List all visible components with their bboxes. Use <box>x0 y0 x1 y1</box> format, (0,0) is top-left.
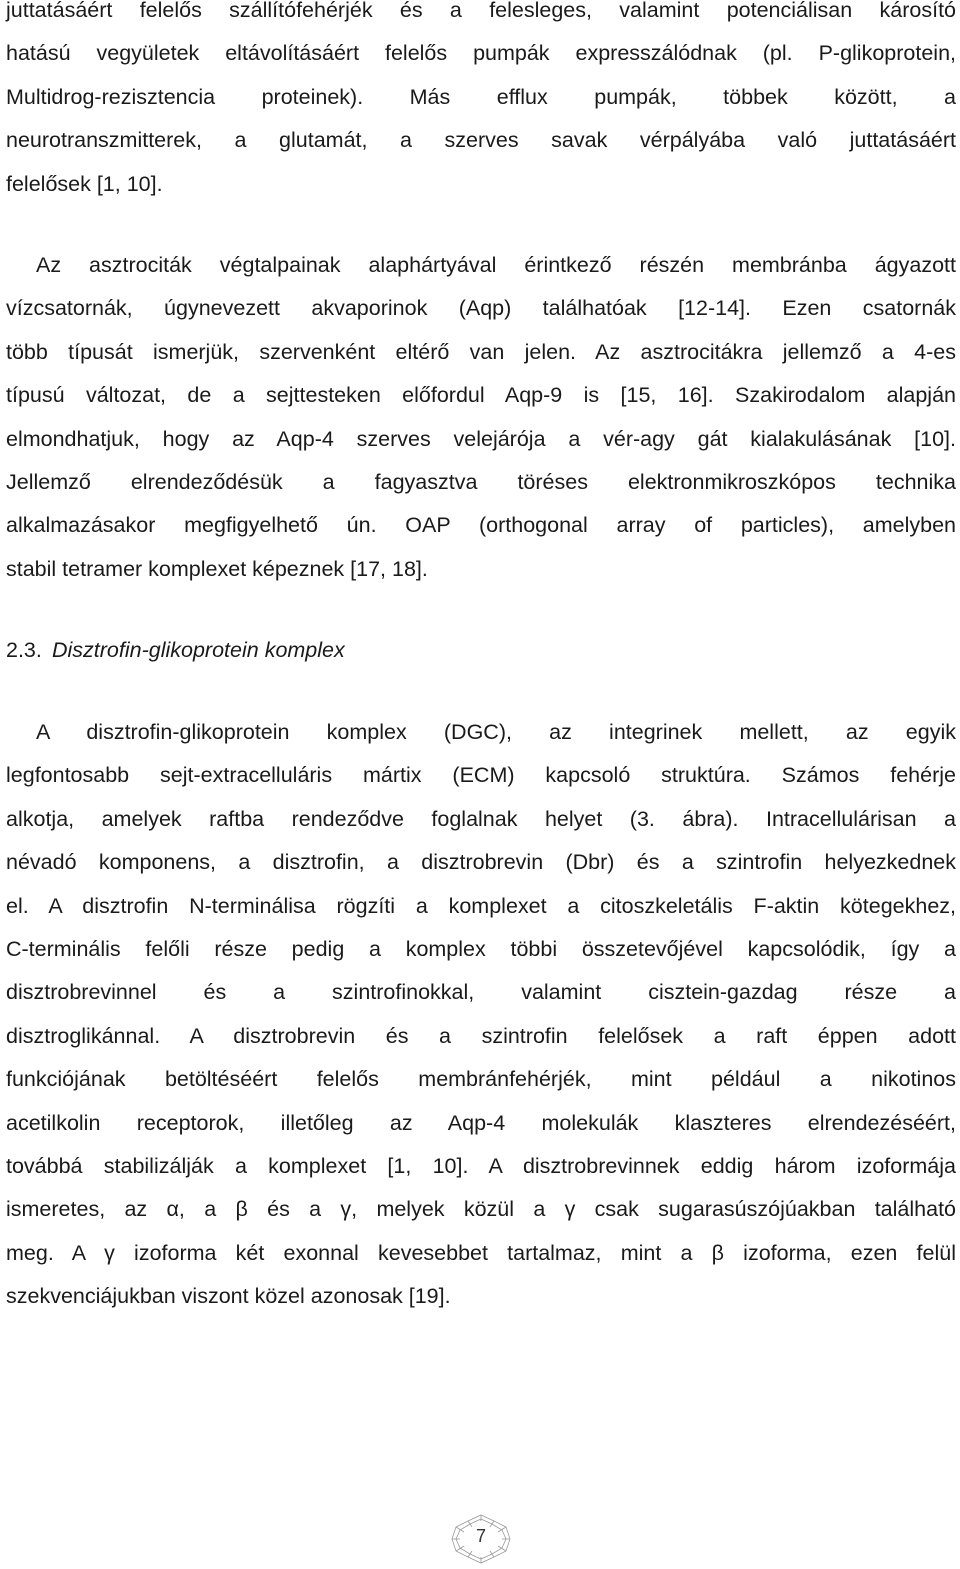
text-line: el. A disztrofin N-terminálisa rögzíti a komplexet a citoszkeletális F-aktin kötegekhez, <box>6 893 956 918</box>
text-line: Jellemző elrendeződésük a fagyasztva töréses elektronmikroszkópos technika <box>6 470 956 495</box>
text-line: funkciójának betöltéséért felelős membránfehérjék, mint például a nikotinos <box>6 1067 956 1092</box>
text-line: elmondhatjuk, hogy az Aqp-4 szerves velejárója a vér-agy gát kialakulásának [10]. <box>6 426 956 451</box>
text-line: névadó komponens, a disztrofin, a disztrobrevin (Dbr) és a szintrofin helyezkednek <box>6 850 956 875</box>
text-line: disztroglikánnal. A disztrobrevin és a szintrofin felelősek a raft éppen adott <box>6 1023 956 1048</box>
text-line: felelősek [1, 10]. <box>6 171 163 196</box>
text-line: ismeretes, az α, a β és a γ, melyek közül a γ csak sugarasúszójúakban található <box>6 1197 956 1222</box>
text-line: továbbá stabilizálják a komplexet [1, 10]. A disztrobrevinnek eddig három izoformája <box>6 1154 956 1179</box>
text-line: hatású vegyületek eltávolításáért felelős pumpák expresszálódnak (pl. P-glikoprotein, <box>6 41 956 66</box>
text-line: C-terminális felőli része pedig a komplex többi összetevőjével kapcsolódik, így a <box>6 937 956 962</box>
text-line: vízcsatornák, úgynevezett akvaporinok (Aqp) találhatóak [12-14]. Ezen csatornák <box>6 296 956 321</box>
page-footer <box>450 1513 512 1565</box>
text-line: disztrobrevinnel és a szintrofinokkal, valamint cisztein-gazdag része a <box>6 980 956 1005</box>
text-line: több típusát ismerjük, szervenként eltérő van jelen. Az asztrocitákra jellemző a 4-es <box>6 339 956 364</box>
text-line: Az asztrociták végtalpainak alaphártyával érintkező részén membránba ágyazott <box>36 253 956 277</box>
section-heading <box>6 629 345 672</box>
text-line: típusú változat, de a sejttesteken előfordul Aqp-9 is [15, 16]. Szakirodalom alapján <box>6 383 956 408</box>
text-line: juttatásáért felelős szállítófehérjék és a felesleges, valamint potenciálisan károsító <box>6 0 956 22</box>
paragraph-2 <box>6 244 956 591</box>
text-line: szekvenciájukban viszont közel azonosak [19]. <box>6 1284 451 1309</box>
page-number: 7 <box>475 1526 486 1546</box>
section-number: 2.3. <box>6 638 42 662</box>
text-line: legfontosabb sejt-extracelluláris mártix (ECM) kapcsoló struktúra. Számos fehérje <box>6 763 956 788</box>
section-title: Disztrofin-glikoprotein komplex <box>52 638 345 662</box>
text-line: A disztrofin-glikoprotein komplex (DGC), az integrinek mellett, az egyik <box>36 720 956 744</box>
paragraph-3 <box>6 711 956 1319</box>
paragraph-1 <box>6 0 956 206</box>
text-line: stabil tetramer komplexet képeznek [17, 18]. <box>6 556 428 581</box>
text-line: acetilkolin receptorok, illetőleg az Aqp-4 molekulák klaszteres elrendezéséért, <box>6 1110 956 1135</box>
text-line: Multidrog-rezisztencia proteinek). Más efflux pumpák, többek között, a <box>6 84 956 109</box>
text-line: alkotja, amelyek raftba rendeződve foglalnak helyet (3. ábra). Intracellulárisan a <box>6 806 956 831</box>
text-line: alkalmazásakor megfigyelhető ún. OAP (orthogonal array of particles), amelyben <box>6 513 956 538</box>
text-line: meg. A γ izoforma két exonnal kevesebbet tartalmaz, mint a β izoforma, ezen felül <box>6 1240 956 1265</box>
text-line: neurotranszmitterek, a glutamát, a szerves savak vérpályába való juttatásáért <box>6 128 956 153</box>
